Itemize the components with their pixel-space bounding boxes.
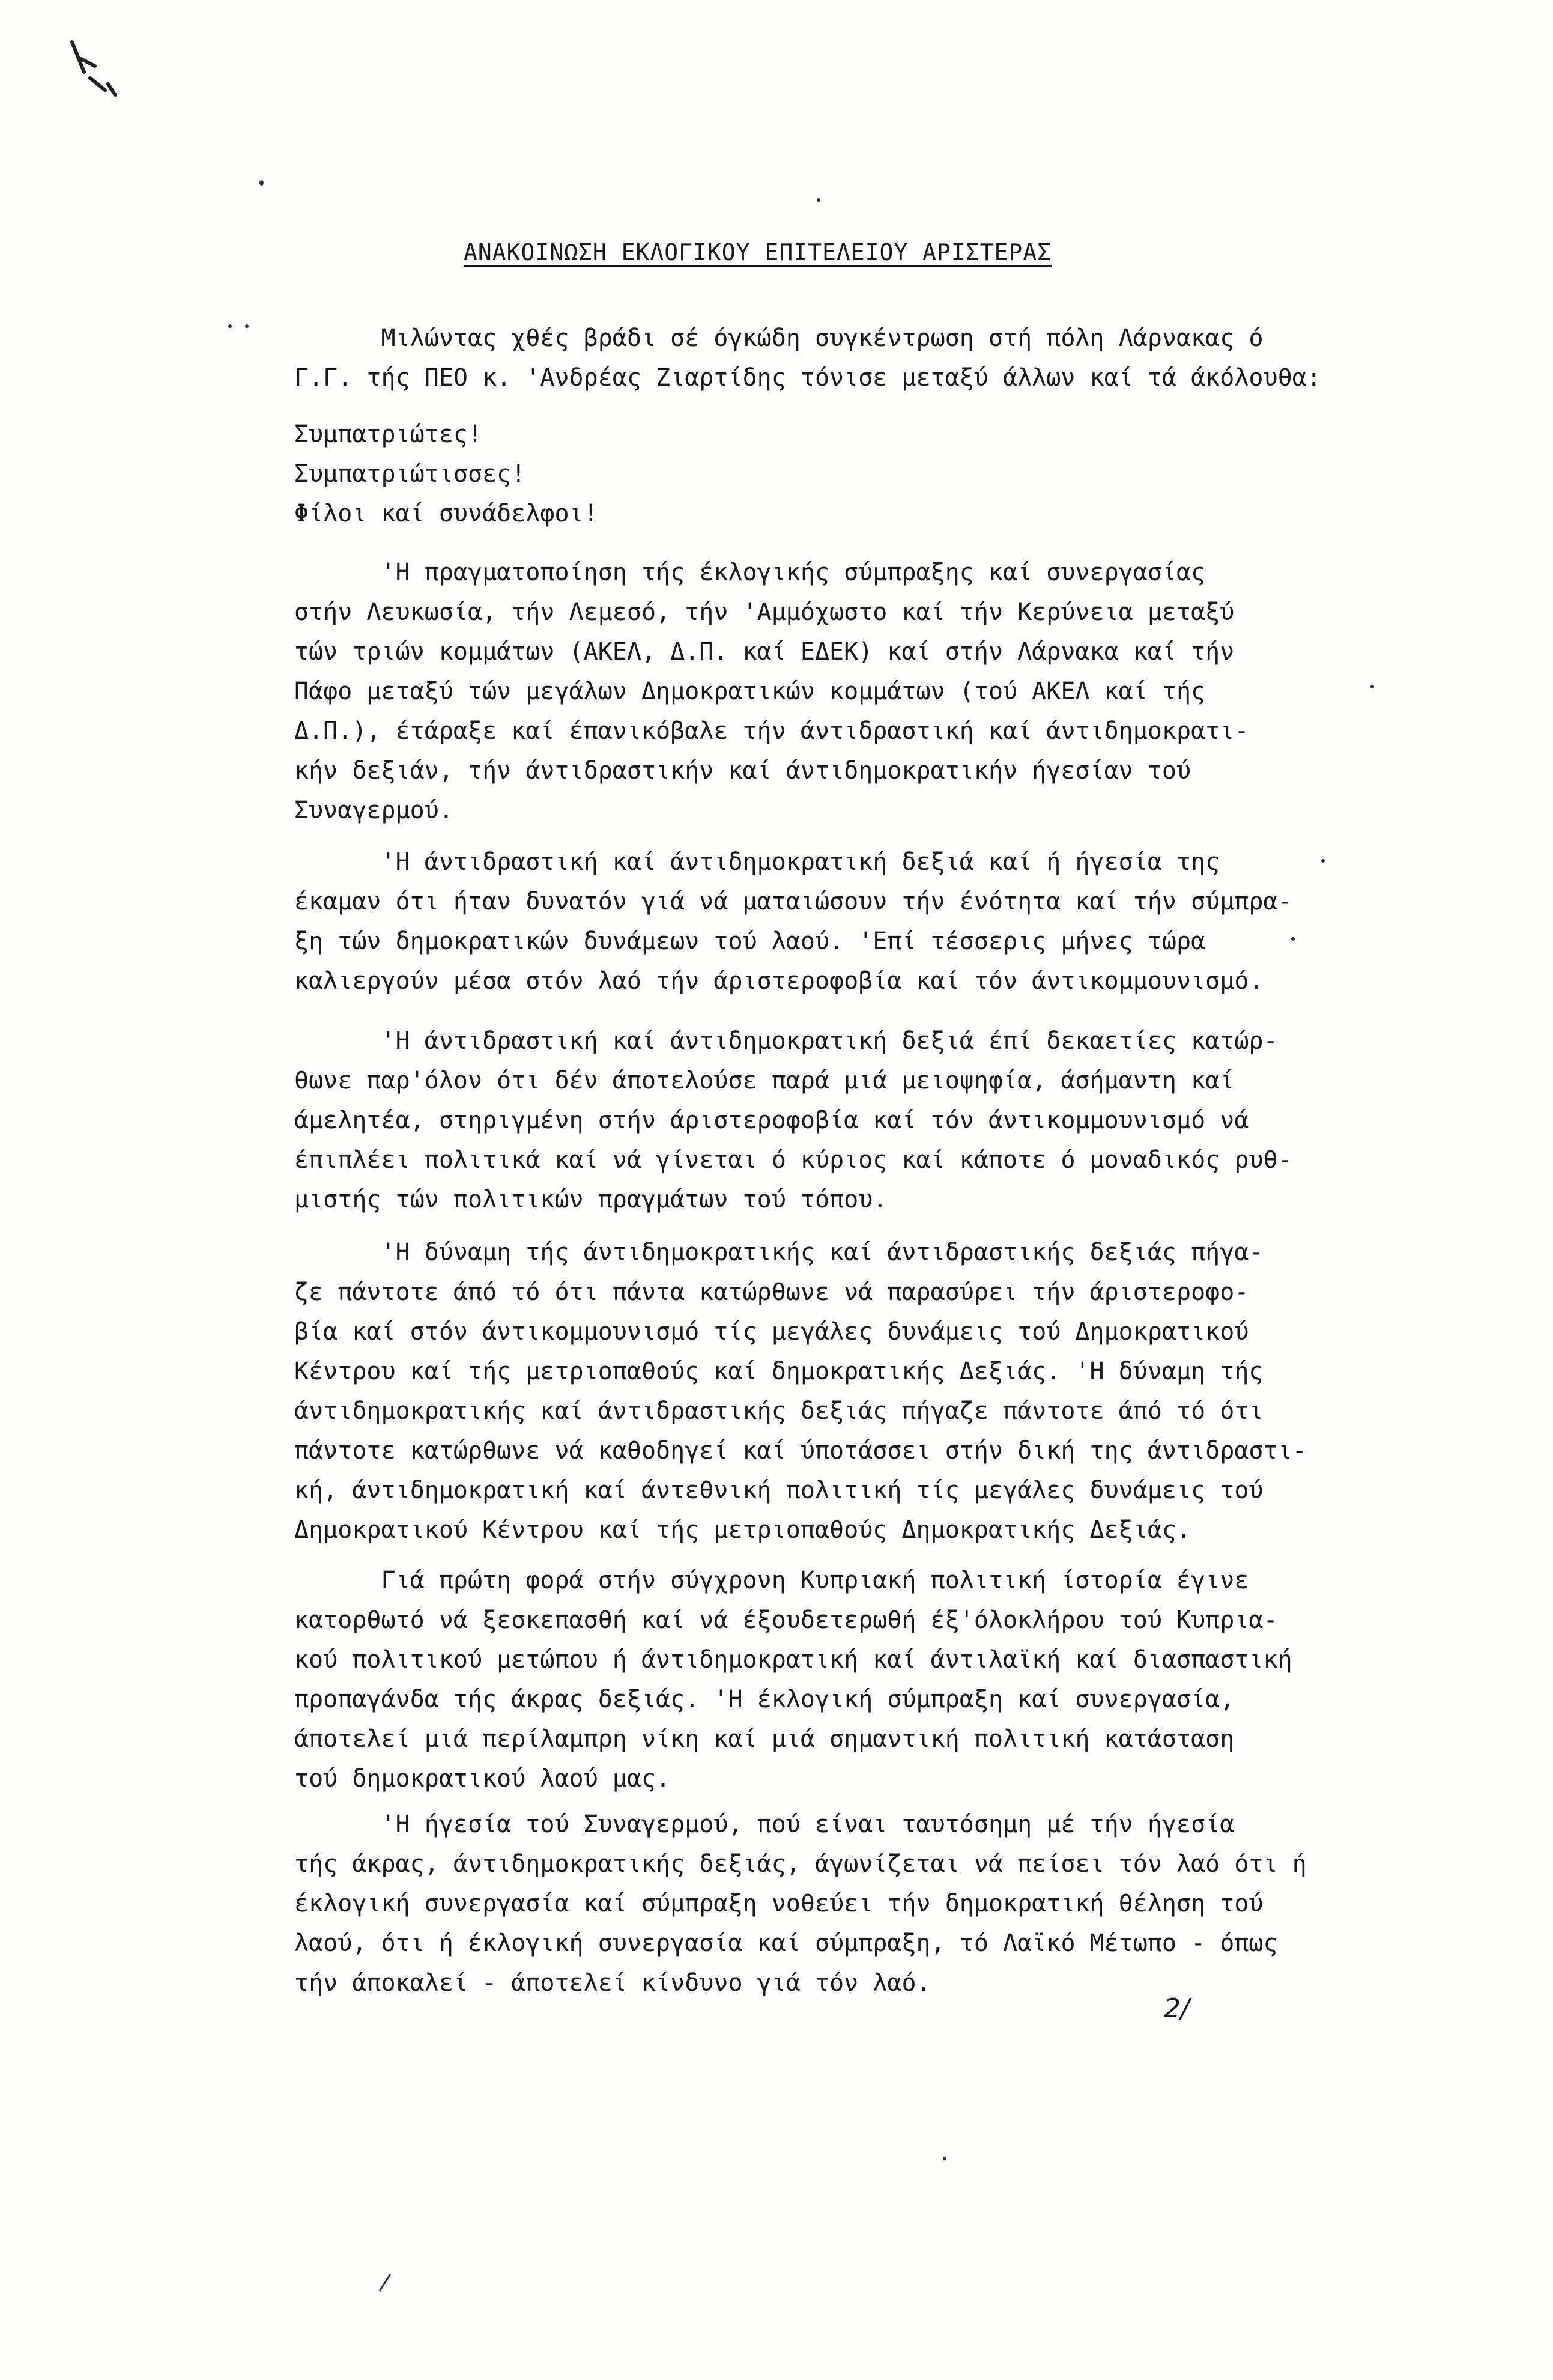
greeting-line: Φίλοι καί συνάδελφοι! bbox=[294, 500, 598, 527]
ink-speck bbox=[259, 180, 264, 186]
body-paragraph: 'Η δύναμη τής άντιδημοκρατικής καί άντιδραστικής δεξιάς πήγα- ζε πάντοτε άπό τό ότι πάντα κατώρθωνε νά παρασύρει τήν άριστεροφο- βία καί στόν άντικομμουνισμό τίς μεγάλες δυνάμεις τού Δημοκρατικού Κέντρου καί τής μετριοπαθούς καί δημοκρατικής Δεξιάς. 'Η δύναμη τής άντιδημοκρατικής καί άντιδραστικής δεξιάς πήγαζε πάντοτε άπό τό ότι πάντοτε κατώρθωνε νά καθοδηγεί καί ύποτάσσει στήν δική της άντιδραστι- κή, άντιδημοκρατική καί άντεθνική πολιτική τίς μεγάλες δυνάμεις τού Δημοκρατικού Κέντρου καί τής μετριοπαθούς Δημοκρατικής Δεξιάς. bbox=[294, 1239, 1307, 1544]
page-number: 2/ bbox=[1164, 1993, 1190, 2024]
ink-speck bbox=[228, 324, 232, 328]
body-paragraph: 'Η ήγεσία τού Συναγερμού, πού είναι ταυτόσημη μέ τήν ήγεσία τής άκρας, άντιδημοκρατικής δεξιάς, άγωνίζεται νά πείσει τόν λαό ότι ή έκλογική συνεργασία καί σύμπραξη νοθεύει τήν δημοκρατική θέληση τού λαού, ότι ή έκλογική συνεργασία καί σύμπραξη, τό Λαϊκό Μέτωπο - όπως τήν άποκαλεί - άποτελεί κίνδυνο γιά τόν λαό. bbox=[294, 1811, 1307, 1997]
body-paragraph: 'Η πραγματοποίηση τής έκλογικής σύμπραξης καί συνεργασίας στήν Λευκωσία, τήν Λεμεσό, τήν 'Αμμόχωστο καί τήν Κερύνεια μεταξύ τών τριών κομμάτων (ΑΚΕΛ, Δ.Π. καί ΕΔΕΚ) καί στήν Λάρνακα καί τήν Πάφο μεταξύ τών μεγάλων Δημοκρατικών κομμάτων (τού ΑΚΕΛ καί τής Δ.Π.), έτάραξε καί έπανικόβαλε τήν άντιδραστική καί άντιδημοκρατι- κήν δεξιάν, τήν άντιδραστικήν καί άντιδημοκρατικήν ήγεσίαν τού Συναγερμού. bbox=[294, 559, 1249, 824]
greeting-line: Συμπατριώτες! bbox=[294, 420, 483, 448]
body-paragraph: Γιά πρώτη φορά στήν σύγχρονη Κυπριακή πολιτική ίστορία έγινε κατορθωτό νά ξεσκεπασθή καί νά έξουδετερωθή έξ'όλοκλήρου τού Κυπρια- κού πολιτικού μετώπου ή άντιδημοκρατική καί άντιλαϊκή καί διασπαστική προπαγάνδα τής άκρας δεξιάς. 'Η έκλογική σύμπραξη καί συνεργασία, άποτελεί μιά περίλαμπρη νίκη καί μιά σημαντική πολιτική κατάσταση τού δημοκρατικού λαού μας. bbox=[294, 1567, 1292, 1793]
ink-speck bbox=[817, 198, 820, 202]
greeting-block bbox=[294, 414, 598, 533]
greeting-line: Συμπατριώτισσες! bbox=[294, 460, 526, 488]
ink-speck bbox=[943, 2157, 946, 2160]
stray-stroke bbox=[372, 2271, 396, 2295]
body-paragraph: 'Η άντιδραστική καί άντιδημοκρατική δεξιά έπί δεκαετίες κατώρ- θωνε παρ'όλον ότι δέν άποτελούσε παρά μιά μειοψηφία, άσήμαντη καί άμελητέα, στηριγμένη στήν άριστεροφοβία καί τόν άντικομμουνισμό νά έπιπλέει πολιτικά καί νά γίνεται ό κύριος καί κάποτε ό μοναδικός ρυθ- μιστής τών πολιτικών πραγμάτων τού τόπου. bbox=[294, 1027, 1292, 1213]
ink-speck bbox=[1370, 685, 1374, 688]
corner-ink-mark bbox=[48, 30, 132, 102]
body-paragraph: 'Η άντιδραστική καί άντιδημοκρατική δεξιά καί ή ήγεσία της έκαμαν ότι ήταν δυνατόν γιά νά ματαιώσουν τήν ένότητα καί τήν σύμπρα- ξη τών δημοκρατικών δυνάμεων τού λαού. 'Επί τέσσερις μήνες τώρα καλιεργούν μέσα στόν λαό τήν άριστεροφοβία καί τόν άντικομμουνισμό. bbox=[294, 848, 1292, 995]
document-title: ΑΝΑΚΟΙΝΩΣΗ ΕΚΛΟΓΙΚΟΥ ΕΠΙΤΕΛΕΙΟΥ ΑΡΙΣΤΕΡΑΣ bbox=[464, 239, 1052, 266]
ink-speck bbox=[245, 324, 249, 328]
intro-paragraph: Μιλώντας χθές βράδι σέ όγκώδη συγκέντρωση στή πόλη Λάρνακας ό Γ.Γ. τής ΠΕΟ κ. 'Ανδρέας Ζιαρτίδης τόνισε μεταξύ άλλων καί τά άκόλουθα: bbox=[294, 324, 1321, 392]
